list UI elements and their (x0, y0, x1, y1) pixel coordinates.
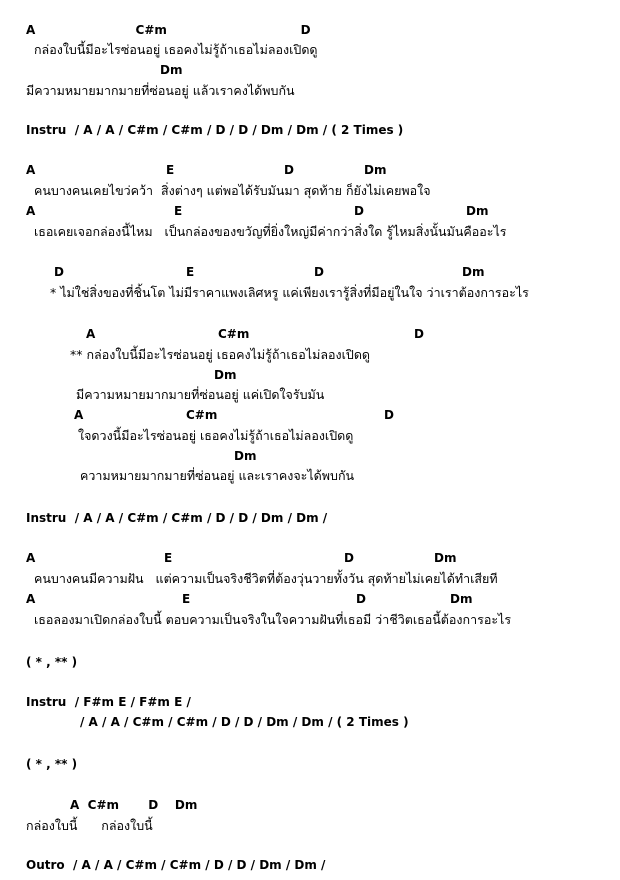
chord-line: E (164, 551, 173, 565)
chord-line: Dm (434, 551, 457, 565)
chord-line: A (26, 163, 36, 177)
chord-line: A (26, 204, 36, 218)
chord-line: Dm (462, 265, 485, 279)
lyric-line: กล่องใบนี้ กล่องใบนี้ (26, 818, 153, 833)
chord-line: D (354, 204, 364, 218)
lyric-line: เธอลองมาเปิดกล่องใบนี้ ตอบความเป็นจริงในใจความฝันที่เธอมี ว่าชีวิตเธอนี้ต้องการอะไร (30, 612, 512, 627)
lyric-line: ความหมายมากมายที่ซ่อนอยู่ และเราคงจะได้พบกัน (80, 468, 355, 483)
chord-line: Instru / A / A / C#m / C#m / D / D / Dm / Dm / (26, 511, 328, 525)
chord-line: D (54, 265, 64, 279)
chord-line: A (26, 592, 36, 606)
chord-line: E (174, 204, 183, 218)
chord-line: ( * , ** ) (26, 655, 78, 669)
chord-line: D (356, 592, 366, 606)
chord-line: Dm (364, 163, 387, 177)
chord-line: C#m (186, 408, 218, 422)
chord-line: A C#m D Dm (70, 798, 198, 812)
chord-line: C#m (218, 327, 250, 341)
chord-line: D (414, 327, 424, 341)
lyric-line: คนบางคนเคยไขว่คว้า สิ่งต่างๆ แต่พอได้รับมันมา สุดท้าย ก็ยังไม่เคยพอใจ (30, 183, 431, 198)
lyric-line: กล่องใบนี้มีอะไรซ่อนอยู่ เธอคงไม่รู้ถ้าเธอไม่ลองเปิดดู (30, 42, 318, 57)
chord-line: A (74, 408, 84, 422)
lyric-line: มีความหมายมากมายที่ซ่อนอยู่ แล้วเราคงได้พบกัน (26, 83, 295, 98)
lyric-line: เธอเคยเจอกล่องนี้ไหม เป็นกล่องของขวัญที่ยิ่งใหญ่มีค่ากว่าสิ่งใด รู้ไหมสิ่งนั้นมันคืออะไร (30, 224, 507, 239)
lyric-line: * ไม่ใช่สิ่งของที่ชิ้นโต ไม่มีราคาแพงเลิศหรู แค่เพียงเรารู้สิ่งที่มีอยู่ในใจ ว่าเราต้องการอะไร (50, 285, 529, 300)
chord-line: A C#m D (26, 23, 311, 37)
chord-line: Instru / A / A / C#m / C#m / D / D / Dm / Dm / ( 2 Times ) (26, 123, 404, 137)
lyric-line: ใจดวงนี้มีอะไรซ่อนอยู่ เธอคงไม่รู้ถ้าเธอไม่ลองเปิดดู (78, 428, 354, 443)
chord-line: Dm (160, 63, 183, 77)
chord-line: Dm (466, 204, 489, 218)
chord-line: D (284, 163, 294, 177)
chord-line: E (166, 163, 175, 177)
chord-line: / A / A / C#m / C#m / D / D / Dm / Dm / ( 2 Times ) (80, 715, 409, 729)
chord-line: E (182, 592, 191, 606)
chord-line: A (86, 327, 96, 341)
chord-line: D (314, 265, 324, 279)
chord-line: E (186, 265, 195, 279)
chord-line: Instru / F#m E / F#m E / (26, 695, 191, 709)
lyric-line: มีความหมายมากมายที่ซ่อนอยู่ แค่เปิดใจรับมัน (76, 387, 325, 402)
chord-line: A (26, 551, 36, 565)
chord-line: Dm (234, 449, 257, 463)
chord-line: D (384, 408, 394, 422)
chord-line: ( * , ** ) (26, 757, 78, 771)
chord-line: Dm (450, 592, 473, 606)
lyric-line: คนบางคนมีความฝัน แต่ความเป็นจริงชีวิตที่ต้องวุ่นวายทั้งวัน สุดท้ายไม่เคยได้ทำเสียที (30, 571, 498, 586)
chord-line: Outro / A / A / C#m / C#m / D / D / Dm / Dm / (26, 858, 326, 872)
lyric-line: ** กล่องใบนี้มีอะไรซ่อนอยู่ เธอคงไม่รู้ถ้าเธอไม่ลองเปิดดู (70, 347, 371, 362)
chord-line: Dm (214, 368, 237, 382)
chord-line: D (344, 551, 354, 565)
